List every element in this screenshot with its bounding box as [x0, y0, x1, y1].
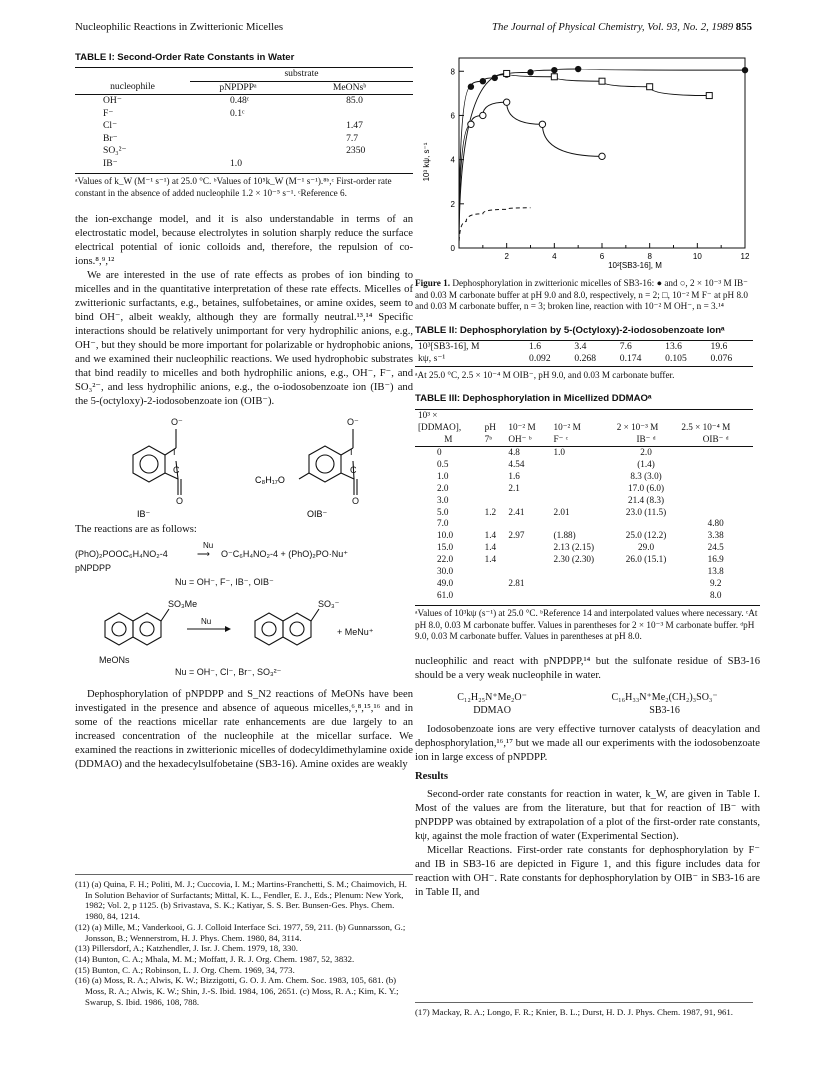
table3-row: 7.0 4.80 — [437, 518, 724, 529]
data-point-filled-circle — [742, 67, 748, 73]
oib-label: OIB⁻ — [307, 508, 328, 519]
table3-row: 15.0 1.4 2.13 (2.15) 29.0 24.5 — [437, 542, 724, 553]
series-curve — [459, 102, 602, 248]
table3-row: 1.0 1.6 8.3 (3.0) — [437, 470, 662, 481]
paragraph-micellar: Micellar Reactions. First-order rate constants for dephosphorylation by F⁻ and IB in SB3-16 are depicted in Figure 1, and this figure includes data for reaction with OH⁻. Rate constants for dephosphorylation by OIB⁻ in SB3-16 are in Table II, and — [415, 845, 760, 899]
rx1-products: O⁻C₆H₄NO₂-4 + (PhO)₂PO·Nu⁺ — [221, 548, 349, 559]
svg-text:O: O — [176, 495, 184, 506]
data-point-open-circle — [599, 153, 605, 159]
journal-citation: The Journal of Physical Chemistry, Vol. 93, No. 2, 1989 — [491, 21, 734, 33]
data-point-open-square — [504, 70, 510, 76]
svg-text:O⁻: O⁻ — [171, 416, 183, 427]
left-column — [75, 52, 413, 1007]
y-tick-label: 0 — [450, 244, 455, 253]
paragraph-nucleophilic: nucleophilic and react with pNPDPP,¹⁴ but the sulfonate residue of SB3-16 should be a very weak nucleophile in water. — [415, 655, 760, 681]
data-point-filled-circle — [480, 78, 486, 84]
data-point-filled-circle — [527, 69, 533, 75]
data-point-filled-circle — [468, 84, 474, 90]
table2-footnote: ᵃAt 25.0 °C, 2.5 × 10⁻⁴ M OIB⁻, pH 9.0, and 0.03 M carbonate buffer. — [415, 369, 675, 380]
paragraph-ion-exchange: the ion-exchange model, and it is also understandable in terms of an electrostatic model, because electrolytes in solution sharply reduce the surface electrical potential of ionic colloids and, therefore, the repulsion of co-ions.⁸,⁹,¹² — [75, 214, 413, 268]
rx2-so3me: SO₃Me — [168, 598, 198, 609]
running-header-left: Nucleophilic Reactions in Zwitterionic Micelles — [75, 21, 284, 33]
table3-row: 5.0 1.2 2.41 2.01 23.0 (11.5) — [437, 506, 667, 517]
y-tick-label: 6 — [450, 111, 455, 121]
reaction-meons — [75, 589, 413, 671]
rx1-reactant: (PhO)₂POOC₆H₄NO₂-4 — [75, 548, 168, 559]
rx2-nucleophiles: Nu = OH⁻, Cl⁻, Br⁻, SO₃²⁻ — [175, 666, 282, 677]
table1-footnote: ᵃValues of k_W (M⁻¹ s⁻¹) at 25.0 °C. ᵇValues of 10⁵k_W (M⁻¹ s⁻¹).⁸ᵇ,ᶜ First-order rate constant in the absence of added nucleophile 1.2 × 10⁻⁵ s⁻¹. ᶜReference 6. — [75, 173, 413, 199]
sb316-formula: C₁₆H₃₃N⁺Me₂(CH₂)₃SO₃⁻ — [611, 691, 718, 703]
table2: 10³[SB3-16], M 1.6 3.4 7.6 13.6 19.6 kψ, s⁻¹ 0.092 0.268 0.174 0.105 0.076 — [415, 340, 753, 367]
svg-text:I: I — [173, 446, 176, 457]
page-number: 855 — [735, 21, 752, 33]
rx1-nu: Nu — [203, 540, 214, 550]
rx1-arrow: ⟶ — [197, 548, 210, 559]
table1-row: F⁻ 0.1ᶜ — [103, 107, 245, 119]
reference-item: (15) Bunton, C. A.; Robinson, L. J. Org. Chem. 1969, 34, 773. — [75, 964, 295, 975]
surfactant-formulas — [415, 691, 760, 717]
svg-text:C: C — [350, 464, 357, 475]
x-tick-label: 2 — [504, 252, 509, 261]
table3-row: 10.0 1.4 2.97 (1.88) 25.0 (12.2) 3.38 — [437, 530, 724, 541]
ddmao-name: DDMAO — [473, 704, 511, 716]
y-tick-label: 2 — [450, 199, 455, 209]
reference-item: (16) (a) Moss, R. A.; Alwis, K. W.; Bizzigotti, G. O. J. Am. Chem. Soc. 1983, 105, 681. (b) Moss, R. A.; Alwis, K. W.; Shin, J.-S. Ibid. 1984, 106, 2651. (c) Moss, R. A.; Kim, K. Y.; Swarup, S. Ibid. 1986, 108, 788. — [75, 975, 399, 1007]
table3-row: 30.0 13.8 — [437, 566, 724, 577]
ib-label: IB⁻ — [137, 508, 151, 519]
series-curve — [459, 73, 709, 248]
x-tick-label: 4 — [552, 252, 557, 261]
data-point-open-circle — [480, 112, 486, 118]
x-tick-label: 6 — [599, 252, 605, 261]
table1-row: Br⁻ 7.7 — [103, 132, 359, 144]
data-point-open-square — [647, 84, 653, 90]
y-tick-label: 4 — [450, 155, 455, 165]
table2-caption: TABLE II: Dephosphorylation by 5-(Octyloxy)-2-iodosobenzoate Ionᵃ — [415, 324, 725, 336]
data-point-open-square — [599, 78, 605, 84]
table3-row: 22.0 1.4 2.30 (2.30) 26.0 (15.1) 16.9 — [437, 554, 724, 565]
table1-row: IB⁻ 1.0 — [103, 157, 242, 169]
table3-row: 0.5 4.54 (1.4) — [437, 458, 655, 469]
paragraph-dephosphorylation: Dephosphorylation of pNPDPP and S_N2 reactions of MeONs have been investigated in the presence and absence of aqueous micelles,⁶,⁸,¹⁵,¹⁶ and in some of the reactions micellar rate enhancements are due largely to an increased concentration of the nucleophile at the micellar surface. We examined the reactions in zwitterionic micelles of dodecyldimethylamine oxide (DDMAO) and the hexadecylsulfobetaine (SB3-16). Amine oxides are weakly — [75, 689, 413, 771]
table1-row: SO₃²⁻ 2350 — [103, 145, 366, 157]
reference-item: (12) (a) Mille, M.; Vanderkooi, G. J. Colloid Interface Sci. 1977, 59, 211. (b) Gunnarsson, G.; Jonsson, B.; Wennerstrom, H. J. Phys. Chem. 1980, 84, 3114. — [75, 921, 406, 943]
data-point-filled-circle — [551, 67, 557, 73]
data-point-filled-circle — [492, 75, 498, 81]
table2-row1-label: 10³[SB3-16], M — [418, 340, 480, 352]
octyloxy-label: C₈H₁₇O — [255, 474, 285, 485]
results-heading: Results — [415, 771, 448, 783]
table2-row2-label: kψ, s⁻¹ — [418, 353, 446, 365]
right-column — [415, 52, 760, 1017]
paragraph-interest: We are interested in the use of rate effects as probes of ion binding to micelles and in the quantitative interpretation of these rate effects. Micelles of zwitterionic surfactants, e.g., betaines, sulfobetaines, or amine oxides, seem to bind OH⁻, albeit weakly, although they are formally neutral.¹³,¹⁴ Specific interactions should be relatively unimportant for very hydrophilic anions, e.g., OH⁻, but they should be more important for polarizable or hydrophobic anions, and we examined their nucleophilic reactions. We used hydrophobic substrates that bind readily to micelles and both hydrophilic anions, e.g., OH⁻, F⁻, and SO₃²⁻, and less hydrophilic anions, e.g., the o-iodosobenzoate ion (IB⁻) and the 5-(octyloxy)-2-iodosobenzoate ion (OIB⁻). — [75, 270, 413, 407]
rx2-product: + MeNu⁺ — [337, 626, 374, 637]
table3-caption: TABLE III: Dephosphorylation in Micellized DDMAOᵃ — [415, 393, 652, 405]
table1-col-pnpdpp: pNPDPPᵃ — [219, 81, 257, 93]
paragraph-iodosobenzoate: Iodosobenzoate ions are very effective turnover catalysts of deacylation and dephosphorylation,¹⁶,¹⁷ but we made all our experiments with the iodosobenzoate ion in large excess of pNPDPP. — [415, 723, 760, 763]
table1 — [75, 67, 413, 170]
reference-item: (14) Bunton, C. A.; Mhala, M. M.; Moffatt, J. R. J. Org. Chem. 1987, 52, 3832. — [75, 954, 355, 965]
svg-text:O: O — [352, 495, 360, 506]
table3-row: 3.0 21.4 (8.3) — [437, 494, 665, 505]
references-left — [75, 874, 413, 1008]
x-tick-label: 10 — [692, 252, 702, 261]
table1-group-header: substrate — [190, 68, 413, 81]
svg-text:O⁻: O⁻ — [347, 416, 359, 427]
data-point-open-circle — [468, 121, 474, 127]
svg-text:C: C — [173, 464, 180, 475]
figure1-caption: Figure 1. Dephosphorylation in zwitterionic micelles of SB3-16: ● and ○, 2 × 10⁻³ M IB⁻ and 0.03 M carbonate buffer at pH 9.0 and 8.0, respectively, n = 2; □, 10⁻² M F⁻ at pH 8.0 and 0.03 M carbonate buffer, n = 3; broken line, reaction with 10⁻² M OH⁻, n = 3.¹⁴ — [415, 278, 748, 311]
table3-row: 2.0 2.1 17.0 (6.0) — [437, 482, 665, 493]
rx2-nu: Nu — [201, 616, 212, 626]
svg-text:I: I — [350, 446, 353, 457]
iodosobenzoate-structures — [75, 415, 413, 521]
rx2-so3: SO₃⁻ — [318, 598, 340, 609]
reference-item: (13) Pillersdorf, A.; Katzhendler, J. Isr. J. Chem. 1979, 18, 330. — [75, 943, 298, 954]
reactions-intro: The reactions are as follows: — [75, 523, 197, 535]
table1-row: Cl⁻ 1.47 — [103, 120, 363, 132]
data-point-open-square — [706, 93, 712, 99]
table3: 10³ × [DDMAO], pH 10⁻² M 10⁻² M 2 × 10⁻³ M 2.5 × 10⁻⁴ M M 7ᵇ OH⁻ ᵇ F⁻ ᶜ IB⁻ ᵈ OIB⁻ ᵈ 0 4.8 1.0 2.0 0.5 4.54 (1.4) 1.0 1.6 8.3 (3.0) 2.0 2.1 17.0 (6.0) 3.0 21.4 (8.3) 5.0 1.2 2.41 2.01 23.0 (11.5) 7.0 4.80 10.0 1.4 2.97 (1.88) 25.0 (12.2) 3.38 15.0 1.4 2.13 (2.15) 29.0 24.5 22.0 1.4 2.30 (2.30) 26.0 (15.1) 16.9 30.0 13.8 49.0 2.81 9.2 61.0 8.0 — [415, 409, 753, 602]
table3-row: 61.0 8.0 — [437, 590, 722, 601]
y-tick-label: 8 — [450, 67, 455, 77]
table1-col-meons: MeONsᵇ — [332, 81, 367, 93]
rx2-substrate-name: MeONs — [99, 654, 130, 665]
running-header-right — [492, 20, 752, 34]
reference-item: (11) (a) Quina, F. H.; Politi, M. J.; Cuccovia, I. M.; Martins-Franchetti, S. M.; Chaimovich, H. In Solution Behavior of Surfactants; Mittal, K. L., Fendler, E. J., Eds.; Plenum: New York, 1982; Vol. 2, p 1125. (b) Srivastava, S. K.; Katiyar, S. S. Ber. Bunsen-Ges. Phys. Chem. 1980, 84, 1214. — [75, 879, 407, 922]
series-curve — [459, 208, 531, 248]
data-point-filled-circle — [575, 66, 581, 72]
x-tick-label: 12 — [740, 252, 750, 261]
table3-row: 0 4.8 1.0 2.0 — [437, 446, 652, 457]
figure1-ylabel: 10³ kψ, s⁻¹ — [422, 142, 431, 182]
table3-footnote: ᵃValues of 10³kψ (s⁻¹) at 25.0 °C. ᵇReference 14 and interpolated values where necessary. ᶜAt pH 8.0, 0.03 M carbonate buffer. Values in parentheses for 2 × 10⁻³ M carbonate buffer. ᵈpH 9.0, 0.03 M carbonate buffer. Values in parentheses at pH 8.0. — [415, 605, 760, 643]
data-point-open-circle — [503, 99, 509, 105]
table3-row: 49.0 2.81 9.2 — [437, 578, 722, 589]
table1-caption: TABLE I: Second-Order Rate Constants in Water — [75, 52, 295, 63]
x-tick-label: 8 — [647, 252, 652, 261]
figure1-chart — [415, 52, 755, 274]
sb316-name: SB3-16 — [649, 704, 680, 716]
reaction-pnpdpp — [75, 540, 413, 589]
table1-row: OH⁻ 0.48ᶜ 85.0 — [103, 95, 363, 107]
ddmao-formula: C₁₂H₂₅N⁺Me₂O⁻ — [457, 691, 527, 703]
rx1-substrate-name: pNPDPP — [75, 562, 112, 573]
rx1-nucleophiles: Nu = OH⁻, F⁻, IB⁻, OIB⁻ — [175, 576, 274, 587]
data-point-open-square — [551, 74, 557, 80]
reference-17: (17) Mackay, R. A.; Longo, F. R.; Knier, B. L.; Durst, H. D. J. Phys. Chem. 1987, 91, 961. — [415, 1002, 753, 1018]
table1-col-nucleophile: nucleophile — [110, 81, 155, 93]
figure1-xlabel: 10²[SB3-16], M — [608, 261, 662, 270]
data-point-open-circle — [539, 121, 545, 127]
paragraph-second-order: Second-order rate constants for reaction in water, k_W, are given in Table I. Most of the values are from the literature, but that for reaction of IB⁻ with pNPDPP was obtained by extrapolation of a plot of the first-order rate constants, kψ, against the mole fraction of water (Experimental Section). — [415, 789, 760, 843]
